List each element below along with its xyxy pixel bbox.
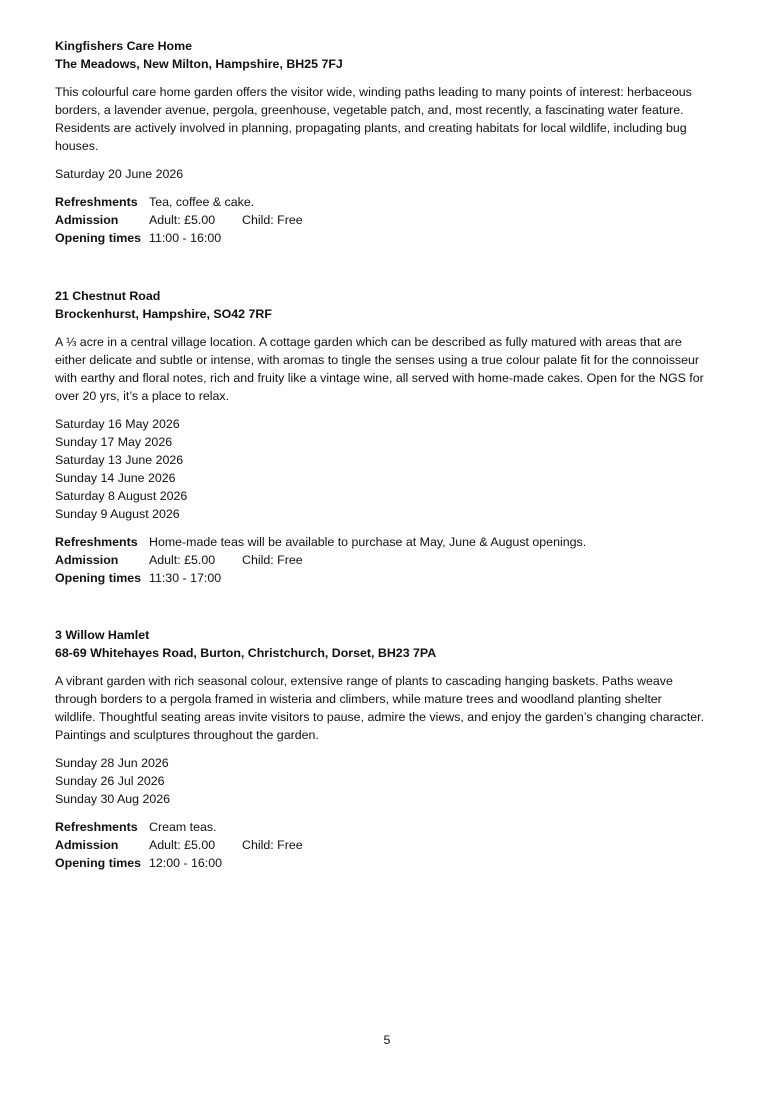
page-number: 5 — [383, 1033, 391, 1047]
admission-child: Child: Free — [242, 838, 303, 852]
garden-details — [55, 533, 725, 587]
admission-label: Admission — [55, 838, 119, 852]
description-line: borders, a lavender avenue, pergola, greenhouse, vegetable patch, and, most recently, a fascinating water feature. — [55, 103, 684, 117]
admission-row — [55, 836, 725, 854]
description-line: wildlife. Thoughtful seating areas invite visitors to pause, admire the views, and enjoy the garden’s changing character. — [55, 710, 705, 724]
refreshments-label: Refreshments — [55, 195, 138, 209]
opening-times-label: Opening times — [55, 571, 142, 585]
opening-date: Sunday 28 Jun 2026 — [55, 756, 169, 770]
opening-times-row — [55, 229, 725, 247]
garden-entry-chestnut-road — [55, 287, 725, 587]
garden-address: Brockenhurst, Hampshire, SO42 7RF — [55, 307, 272, 321]
admission-adult: Adult: £5.00 — [149, 553, 216, 567]
opening-dates — [55, 754, 725, 808]
admission-child: Child: Free — [242, 213, 303, 227]
admission-child: Child: Free — [242, 553, 303, 567]
description-line: A vibrant garden with rich seasonal colour, extensive range of plants to cascading hanging baskets. Paths weave — [55, 674, 673, 688]
admission-adult: Adult: £5.00 — [149, 838, 216, 852]
opening-dates — [55, 165, 725, 183]
opening-date: Sunday 14 June 2026 — [55, 471, 176, 485]
opening-date: Sunday 9 August 2026 — [55, 507, 180, 521]
opening-dates — [55, 415, 725, 523]
garden-address: The Meadows, New Milton, Hampshire, BH25 7FJ — [55, 57, 343, 71]
garden-entry-willow-hamlet — [55, 626, 725, 872]
description-line: over 20 yrs, it’s a place to relax. — [55, 389, 230, 403]
description-line: houses. — [55, 139, 99, 153]
opening-times-value: 11:30 - 17:00 — [149, 571, 222, 585]
garden-title: Kingfishers Care Home — [55, 39, 193, 53]
opening-times-value: 12:00 - 16:00 — [149, 856, 223, 870]
description-line: Paintings and sculptures throughout the garden. — [55, 728, 319, 742]
description-line: This colourful care home garden offers the visitor wide, winding paths leading to many points of interest: herbaceous — [55, 85, 692, 99]
description-line: either delicate and subtle or intense, with aromas to tingle the senses using a true colour palate fit for the connoisseur — [55, 353, 699, 367]
opening-date: Sunday 17 May 2026 — [55, 435, 173, 449]
description-line: Residents are actively involved in planning, propagating plants, and creating habitats for local wildlife, including bug — [55, 121, 687, 135]
admission-label: Admission — [55, 213, 119, 227]
opening-date: Saturday 8 August 2026 — [55, 489, 188, 503]
opening-date: Sunday 30 Aug 2026 — [55, 792, 171, 806]
opening-times-row — [55, 854, 725, 872]
garden-entry-kingfishers — [55, 37, 725, 247]
opening-times-value: 11:00 - 16:00 — [149, 231, 222, 245]
garden-details — [55, 193, 725, 247]
refreshments-value: Home-made teas will be available to purchase at May, June & August openings. — [149, 535, 587, 549]
refreshments-value: Cream teas. — [149, 820, 217, 834]
refreshments-row — [55, 193, 725, 211]
refreshments-label: Refreshments — [55, 820, 138, 834]
refreshments-value: Tea, coffee & cake. — [149, 195, 255, 209]
admission-label: Admission — [55, 553, 119, 567]
garden-address: 68-69 Whitehayes Road, Burton, Christchurch, Dorset, BH23 7PA — [55, 646, 437, 660]
opening-date: Sunday 26 Jul 2026 — [55, 774, 165, 788]
description-line: through borders to a pergola framed in wisteria and climbers, while mature trees and woodland planting shelter — [55, 692, 662, 706]
opening-times-label: Opening times — [55, 856, 142, 870]
garden-description — [55, 672, 725, 744]
admission-row — [55, 211, 725, 229]
opening-date: Saturday 13 June 2026 — [55, 453, 184, 467]
description-line: with earthy and floral notes, rich and fruity like a vintage wine, all served with home-made cakes. Open for the NGS for — [55, 371, 704, 385]
refreshments-row — [55, 818, 725, 836]
garden-details — [55, 818, 725, 872]
opening-date: Saturday 20 June 2026 — [55, 167, 184, 181]
description-line: A ⅓ acre in a central village location. A cottage garden which can be described as fully matured with areas that are — [55, 335, 682, 349]
opening-date: Saturday 16 May 2026 — [55, 417, 180, 431]
garden-description — [55, 83, 725, 155]
admission-row — [55, 551, 725, 569]
opening-times-label: Opening times — [55, 231, 142, 245]
admission-adult: Adult: £5.00 — [149, 213, 216, 227]
garden-description — [55, 333, 725, 405]
opening-times-row — [55, 569, 725, 587]
refreshments-row — [55, 533, 725, 551]
garden-title: 3 Willow Hamlet — [55, 628, 150, 642]
garden-title: 21 Chestnut Road — [55, 289, 161, 303]
refreshments-label: Refreshments — [55, 535, 138, 549]
